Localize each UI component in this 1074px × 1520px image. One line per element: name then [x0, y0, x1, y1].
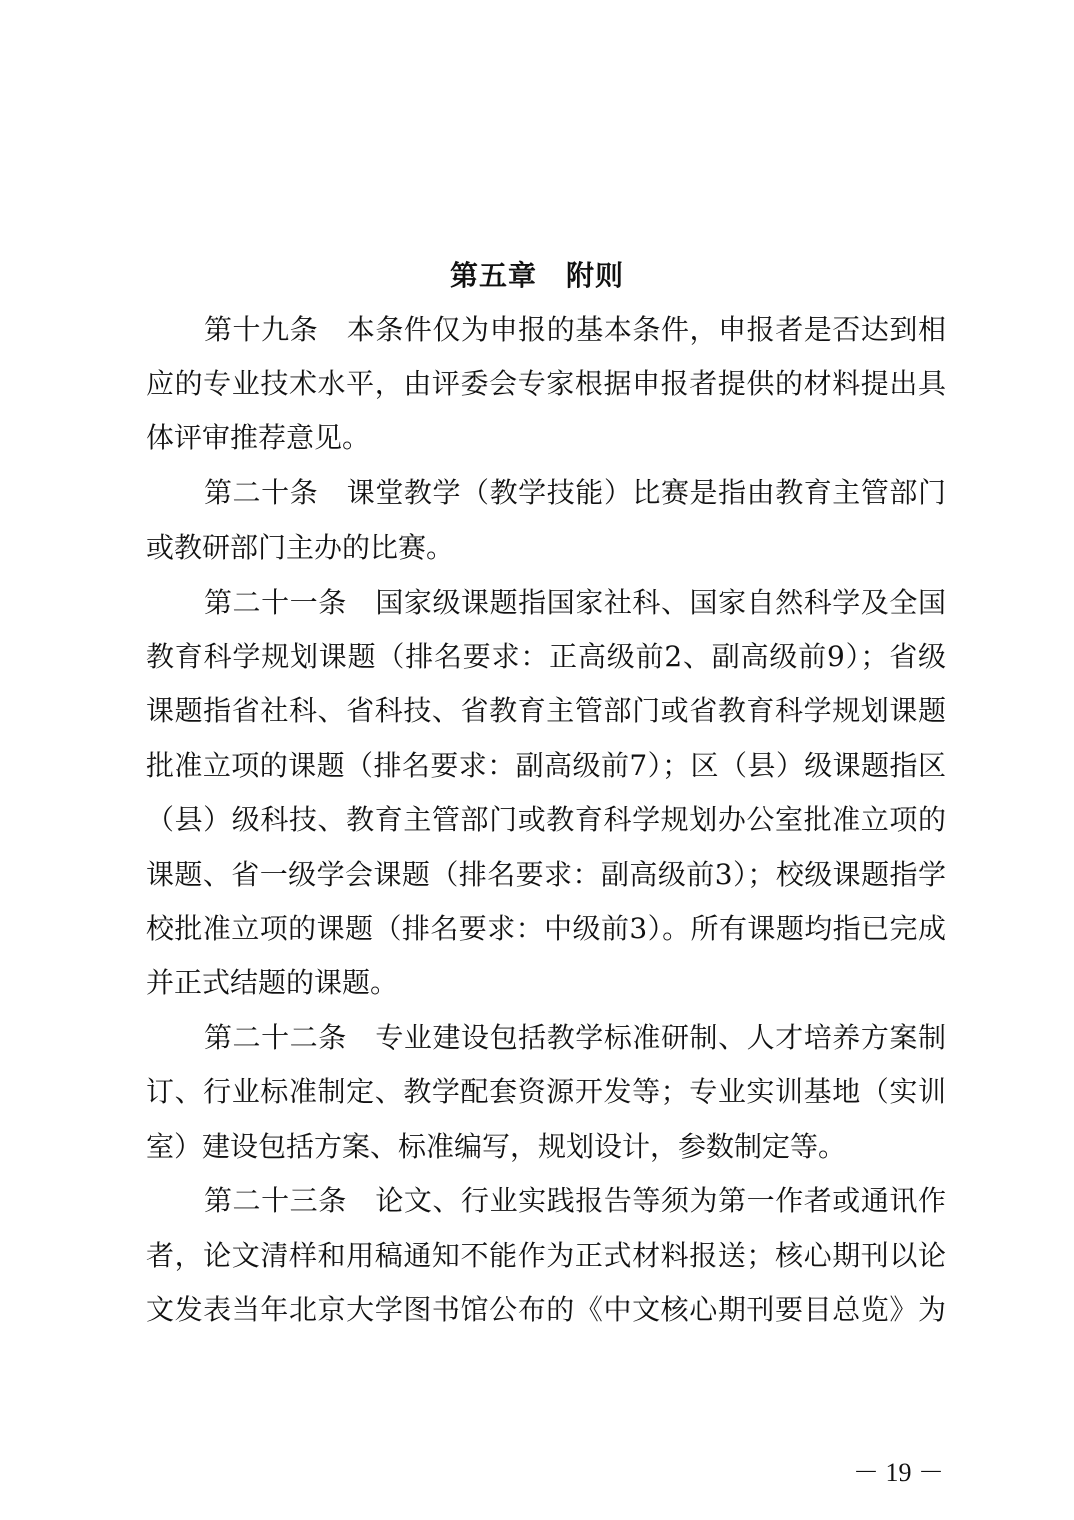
- article-23-line-3: 文发表当年北京大学图书馆公布的《中文核心期刊要目总览》为: [146, 1293, 946, 1326]
- article-21-line-4: 批准立项的课题（排名要求：副高级前7）；区（县）级课题指区: [146, 749, 946, 782]
- article-21-line-6: 课题、省一级学会课题（排名要求：副高级前3）；校级课题指学: [146, 858, 946, 891]
- article-22-line-2: 订、行业标准制定、教学配套资源开发等；专业实训基地（实训: [146, 1075, 946, 1108]
- article-21-line-8: 并正式结题的课题。: [146, 966, 399, 999]
- article-21-line-7: 校批准立项的课题（排名要求：中级前3）。所有课题均指已完成: [146, 912, 946, 945]
- article-23-line-2: 者，论文清样和用稿通知不能作为正式材料报送；核心期刊以论: [146, 1239, 946, 1272]
- article-19-line-3: 体评审推荐意见。: [146, 421, 371, 454]
- article-21-line-3: 课题指省社科、省科技、省教育主管部门或省教育科学规划课题: [146, 694, 946, 727]
- chapter-title: 第五章 附则: [449, 259, 624, 292]
- article-21-line-1: 第二十一条 国家级课题指国家社科、国家自然科学及全国: [204, 586, 946, 619]
- article-20-line-2: 或教研部门主办的比赛。: [146, 531, 455, 564]
- article-23-line-1: 第二十三条 论文、行业实践报告等须为第一作者或通讯作: [204, 1184, 946, 1217]
- article-21-line-5: （县）级科技、教育主管部门或教育科学规划办公室批准立项的: [146, 803, 946, 836]
- article-19-line-2: 应的专业技术水平，由评委会专家根据申报者提供的材料提出具: [146, 367, 946, 400]
- article-22-line-3: 室）建设包括方案、标准编写，规划设计，参数制定等。: [146, 1130, 847, 1163]
- article-19-line-1: 第十九条 本条件仅为申报的基本条件，申报者是否达到相: [204, 313, 946, 346]
- page-number: － 19 －: [852, 1458, 944, 1487]
- article-22-line-1: 第二十二条 专业建设包括教学标准研制、人才培养方案制: [204, 1021, 946, 1054]
- article-21-line-2: 教育科学规划课题（排名要求：正高级前2、副高级前9）；省级: [146, 640, 946, 673]
- article-20-line-1: 第二十条 课堂教学（教学技能）比赛是指由教育主管部门: [204, 476, 946, 509]
